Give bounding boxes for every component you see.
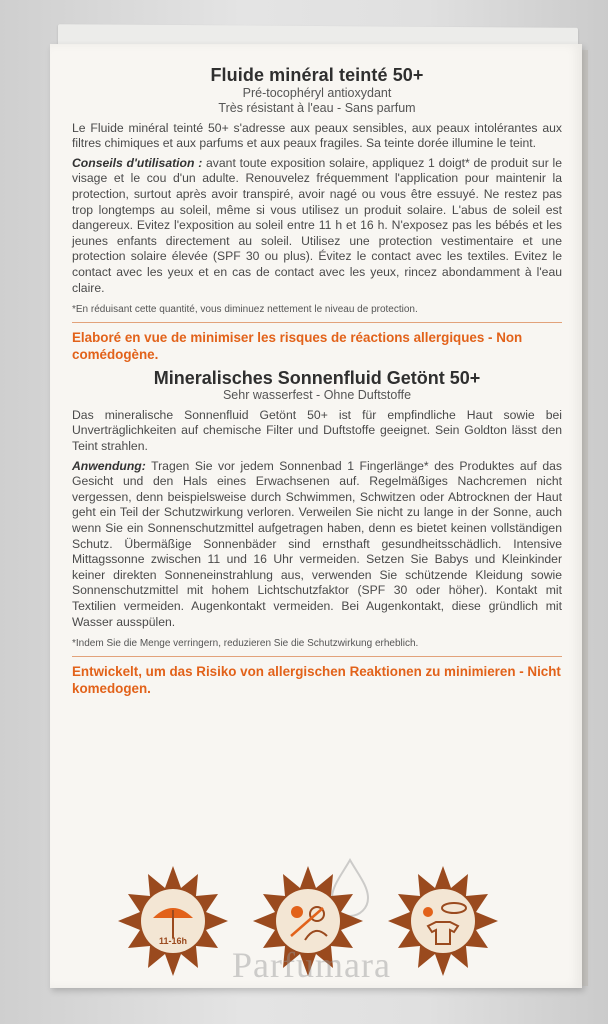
french-subtitle-2: Très résistant à l'eau - Sans parfum [218, 101, 416, 116]
german-subtitle: Sehr wasserfest - Ohne Duftstoffe [222, 388, 412, 403]
french-title: Fluide minéral teinté 50+ [210, 65, 424, 85]
german-usage-text: Tragen Sie vor jedem Sonnenbad 1 Fingerlänge* des Produktes auf das Gesicht und den Hals eines Erwachsenen auf. Regelmäßiges Nachcremen nicht vergessen, denn beispielsweise durch Schwimmen, Schwitzen oder Abtrocknen der Haut geht ein Teil der Schutzwirkung verloren. Verweilen Sie nicht zu lange in der Sonne, auch wenn Sie ein Sonnenschutzmittel aufgetragen haben, denn es bietet keinen vollständigen Schutz. Übermäßige Sonnenbäder sind ernsthaft gesundheitsschädlich. Intensive Mittagssonne zwischen 11 und 16 Uhr vermeiden. Setzen Sie Babys und Kleinkinder keiner direkten Sonneneinstrahlung aus, verwenden Sie schützende Kleidung sowie Sonnenschutzmittel mit hohem Lichtschutzfaktor (SPF 30 oder höher). Kontakt mit Textilien vermeiden. Augenkontakt vermeiden. Bei Augenkontakt, diese gründlich mit Wasser ausspülen. [72, 458, 562, 629]
french-footnote: *En réduisant cette quantité, vous diminuez nettement le niveau de protection. [72, 302, 562, 323]
french-subtitle-1: Pré-tocophéryl antioxydant [242, 85, 392, 100]
german-title: Mineralisches Sonnenfluid Getönt 50+ [153, 367, 481, 388]
german-intro: Das mineralische Sonnenfluid Getönt 50+ ist für empfindliche Haut sowie bei Unverträglichkeiten auf chemische Filter und Duftstoffe geeignet. Sein Goldton lässt den Teint strahlen. [72, 407, 562, 453]
watermark-text: Parfumara [232, 945, 391, 985]
french-usage-text: avant toute exposition solaire, appliquez 1 doigt* de produit sur le visage et le cou d'un adulte. Renouvelez fréquemment l'application pour maintenir la protection, surtout après avoir transpiré, avoir nagé ou vous être essuyé. Ne restez pas trop longtemps au soleil, même si vous utilisez un produit solaire. L'abus de soleil est dangereux. Evitez l'exposition au soleil entre 11 h et 16 h. N'exposez pas les bébés et les jeunes enfants directement au soleil. Utilisez une protection vestimentaire et une protection solaire élevée (SPF 30 ou plus). Évitez le contact avec les textiles. Evitez le contact avec les yeux et en cas de contact avec les yeux, rincez abondamment à l'eau claire. [72, 155, 562, 295]
german-footnote: *Indem Sie die Menge verringern, reduzieren Sie die Schutzwirkung erheblich. [72, 636, 562, 657]
german-usage-label: Anwendung: [72, 458, 146, 473]
german-claim: Entwickelt, um das Risiko von allergischen Reaktionen zu minimieren - Nicht komedogen. [72, 663, 561, 696]
label-text-panel [72, 60, 562, 705]
sun-umbrella-hours: 11-16h [158, 936, 188, 946]
sun-umbrella-icon [118, 866, 228, 976]
french-claim: Elaboré en vue de minimiser les risques de réactions allergiques - Non comédogène. [72, 329, 523, 362]
french-usage [72, 156, 562, 296]
german-usage [72, 459, 562, 631]
sun-clothing-icon [388, 866, 498, 976]
french-usage-label: Conseils d'utilisation : [72, 155, 203, 170]
french-intro: Le Fluide minéral teinté 50+ s'adresse aux peaux sensibles, aux peaux intolérantes aux filtres chimiques et aux parfums et aux peaux fragiles. Sa teinte dorée illumine le teint. [72, 120, 562, 151]
